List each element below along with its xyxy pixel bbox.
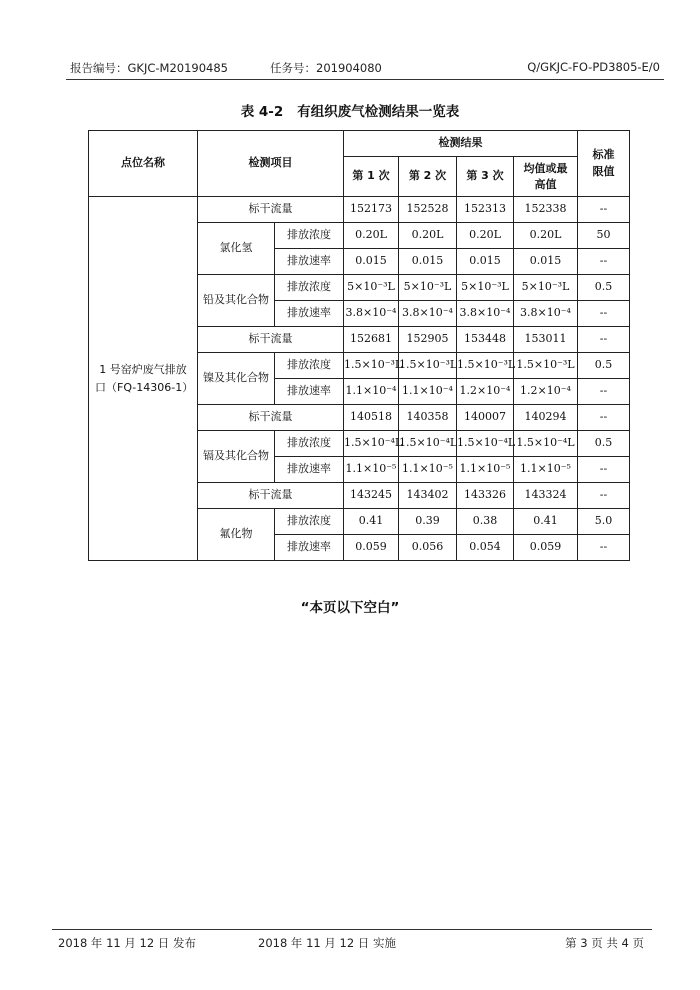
- value-cell: 1.5×10⁻³L: [514, 353, 578, 379]
- value-cell: 0.20L: [399, 223, 457, 249]
- item-cell: 标干流量: [198, 197, 344, 223]
- average-header-text: 均值或最高值: [523, 161, 568, 191]
- item-cell: 标干流量: [198, 483, 344, 509]
- value-cell: 0.20L: [457, 223, 514, 249]
- page-header: [70, 60, 660, 76]
- value-cell: 140294: [514, 405, 578, 431]
- table-number: 表 4-2: [240, 104, 284, 120]
- value-cell: 1.5×10⁻⁴L: [399, 431, 457, 457]
- value-cell: 5×10⁻³L: [344, 275, 399, 301]
- limit-cell: --: [578, 327, 630, 353]
- value-cell: 1.1×10⁻⁵: [457, 457, 514, 483]
- location-text: 1 号窑炉废气排放口（FQ-14306-1）: [95, 362, 194, 394]
- value-cell: 0.015: [399, 249, 457, 275]
- limit-cell: --: [578, 535, 630, 561]
- value-cell: 3.8×10⁻⁴: [344, 301, 399, 327]
- value-cell: 0.20L: [344, 223, 399, 249]
- value-cell: 0.41: [344, 509, 399, 535]
- limit-header-text: 标准限值: [592, 148, 615, 178]
- value-cell: 0.20L: [514, 223, 578, 249]
- value-cell: 1.2×10⁻⁴: [514, 379, 578, 405]
- value-cell: 1.5×10⁻⁴L: [344, 431, 399, 457]
- value-cell: 5×10⁻³L: [399, 275, 457, 301]
- header-divider: [66, 79, 664, 80]
- value-cell: 0.38: [457, 509, 514, 535]
- page-number: 第 3 页 共 4 页: [565, 936, 644, 950]
- value-cell: 1.5×10⁻³L: [344, 353, 399, 379]
- item-cell: 铅及其化合物: [198, 275, 275, 327]
- run-3-header: 第 3 次: [457, 157, 514, 197]
- value-cell: 0.015: [457, 249, 514, 275]
- value-cell: 1.5×10⁻⁴L: [514, 431, 578, 457]
- value-cell: 152313: [457, 197, 514, 223]
- value-cell: 0.059: [344, 535, 399, 561]
- value-cell: 1.2×10⁻⁴: [457, 379, 514, 405]
- limit-cell: 0.5: [578, 275, 630, 301]
- effective-date: 2018 年 11 月 12 日 实施: [258, 936, 396, 950]
- value-cell: 1.1×10⁻⁴: [344, 379, 399, 405]
- param-cell: 排放速率: [275, 301, 344, 327]
- location-header: 点位名称: [89, 131, 198, 197]
- header-row-1: [89, 131, 630, 157]
- param-cell: 排放浓度: [275, 353, 344, 379]
- value-cell: 152528: [399, 197, 457, 223]
- value-cell: 0.059: [514, 535, 578, 561]
- item-cell: 镉及其化合物: [198, 431, 275, 483]
- limit-cell: --: [578, 457, 630, 483]
- value-cell: 152905: [399, 327, 457, 353]
- item-cell: 标干流量: [198, 405, 344, 431]
- limit-header: [578, 131, 630, 197]
- limit-cell: --: [578, 301, 630, 327]
- item-cell: 镍及其化合物: [198, 353, 275, 405]
- report-number: 报告编号：GKJC-M20190485: [70, 61, 228, 75]
- results-table: [88, 130, 630, 561]
- value-cell: 1.1×10⁻⁴: [399, 379, 457, 405]
- task-number: 任务号：201904080: [270, 61, 382, 75]
- value-cell: 0.39: [399, 509, 457, 535]
- param-cell: 排放浓度: [275, 431, 344, 457]
- document-code: Q/GKJC-FO-PD3805-E/0: [527, 60, 660, 74]
- value-cell: 143326: [457, 483, 514, 509]
- param-cell: 排放速率: [275, 457, 344, 483]
- limit-cell: 0.5: [578, 353, 630, 379]
- value-cell: 5×10⁻³L: [514, 275, 578, 301]
- value-cell: 143402: [399, 483, 457, 509]
- param-cell: 排放速率: [275, 535, 344, 561]
- value-cell: 152681: [344, 327, 399, 353]
- limit-cell: 5.0: [578, 509, 630, 535]
- value-cell: 140358: [399, 405, 457, 431]
- param-cell: 排放浓度: [275, 223, 344, 249]
- average-header: [514, 157, 578, 197]
- param-cell: 排放浓度: [275, 275, 344, 301]
- value-cell: 152338: [514, 197, 578, 223]
- value-cell: 1.5×10⁻⁴L: [457, 431, 514, 457]
- item-cell: 标干流量: [198, 327, 344, 353]
- blank-below-note: “本页以下空白”: [300, 600, 400, 616]
- value-cell: 0.056: [399, 535, 457, 561]
- table-title: [0, 100, 700, 120]
- limit-cell: 50: [578, 223, 630, 249]
- limit-cell: --: [578, 405, 630, 431]
- value-cell: 1.5×10⁻³L: [457, 353, 514, 379]
- value-cell: 143324: [514, 483, 578, 509]
- value-cell: 1.1×10⁻⁵: [399, 457, 457, 483]
- value-cell: 1.1×10⁻⁵: [344, 457, 399, 483]
- footer-divider: [52, 929, 652, 930]
- table-row: [89, 197, 630, 223]
- run-2-header: 第 2 次: [399, 157, 457, 197]
- value-cell: 0.054: [457, 535, 514, 561]
- value-cell: 153448: [457, 327, 514, 353]
- value-cell: 1.1×10⁻⁵: [514, 457, 578, 483]
- limit-cell: --: [578, 483, 630, 509]
- value-cell: 3.8×10⁻⁴: [457, 301, 514, 327]
- param-cell: 排放速率: [275, 249, 344, 275]
- param-cell: 排放浓度: [275, 509, 344, 535]
- value-cell: 140518: [344, 405, 399, 431]
- value-cell: 140007: [457, 405, 514, 431]
- value-cell: 0.015: [344, 249, 399, 275]
- issue-date: 2018 年 11 月 12 日 发布: [58, 936, 196, 950]
- value-cell: 152173: [344, 197, 399, 223]
- limit-cell: --: [578, 379, 630, 405]
- value-cell: 5×10⁻³L: [457, 275, 514, 301]
- run-1-header: 第 1 次: [344, 157, 399, 197]
- value-cell: 153011: [514, 327, 578, 353]
- item-cell: 氯化氢: [198, 223, 275, 275]
- value-cell: 3.8×10⁻⁴: [399, 301, 457, 327]
- item-cell: 氟化物: [198, 509, 275, 561]
- limit-cell: --: [578, 197, 630, 223]
- value-cell: 0.41: [514, 509, 578, 535]
- value-cell: 143245: [344, 483, 399, 509]
- item-header: 检测项目: [198, 131, 344, 197]
- value-cell: 0.015: [514, 249, 578, 275]
- value-cell: 1.5×10⁻³L: [399, 353, 457, 379]
- location-cell: [89, 197, 198, 561]
- results-header: 检测结果: [344, 131, 578, 157]
- limit-cell: 0.5: [578, 431, 630, 457]
- value-cell: 3.8×10⁻⁴: [514, 301, 578, 327]
- param-cell: 排放速率: [275, 379, 344, 405]
- limit-cell: --: [578, 249, 630, 275]
- table-caption: 有组织废气检测结果一览表: [297, 104, 460, 120]
